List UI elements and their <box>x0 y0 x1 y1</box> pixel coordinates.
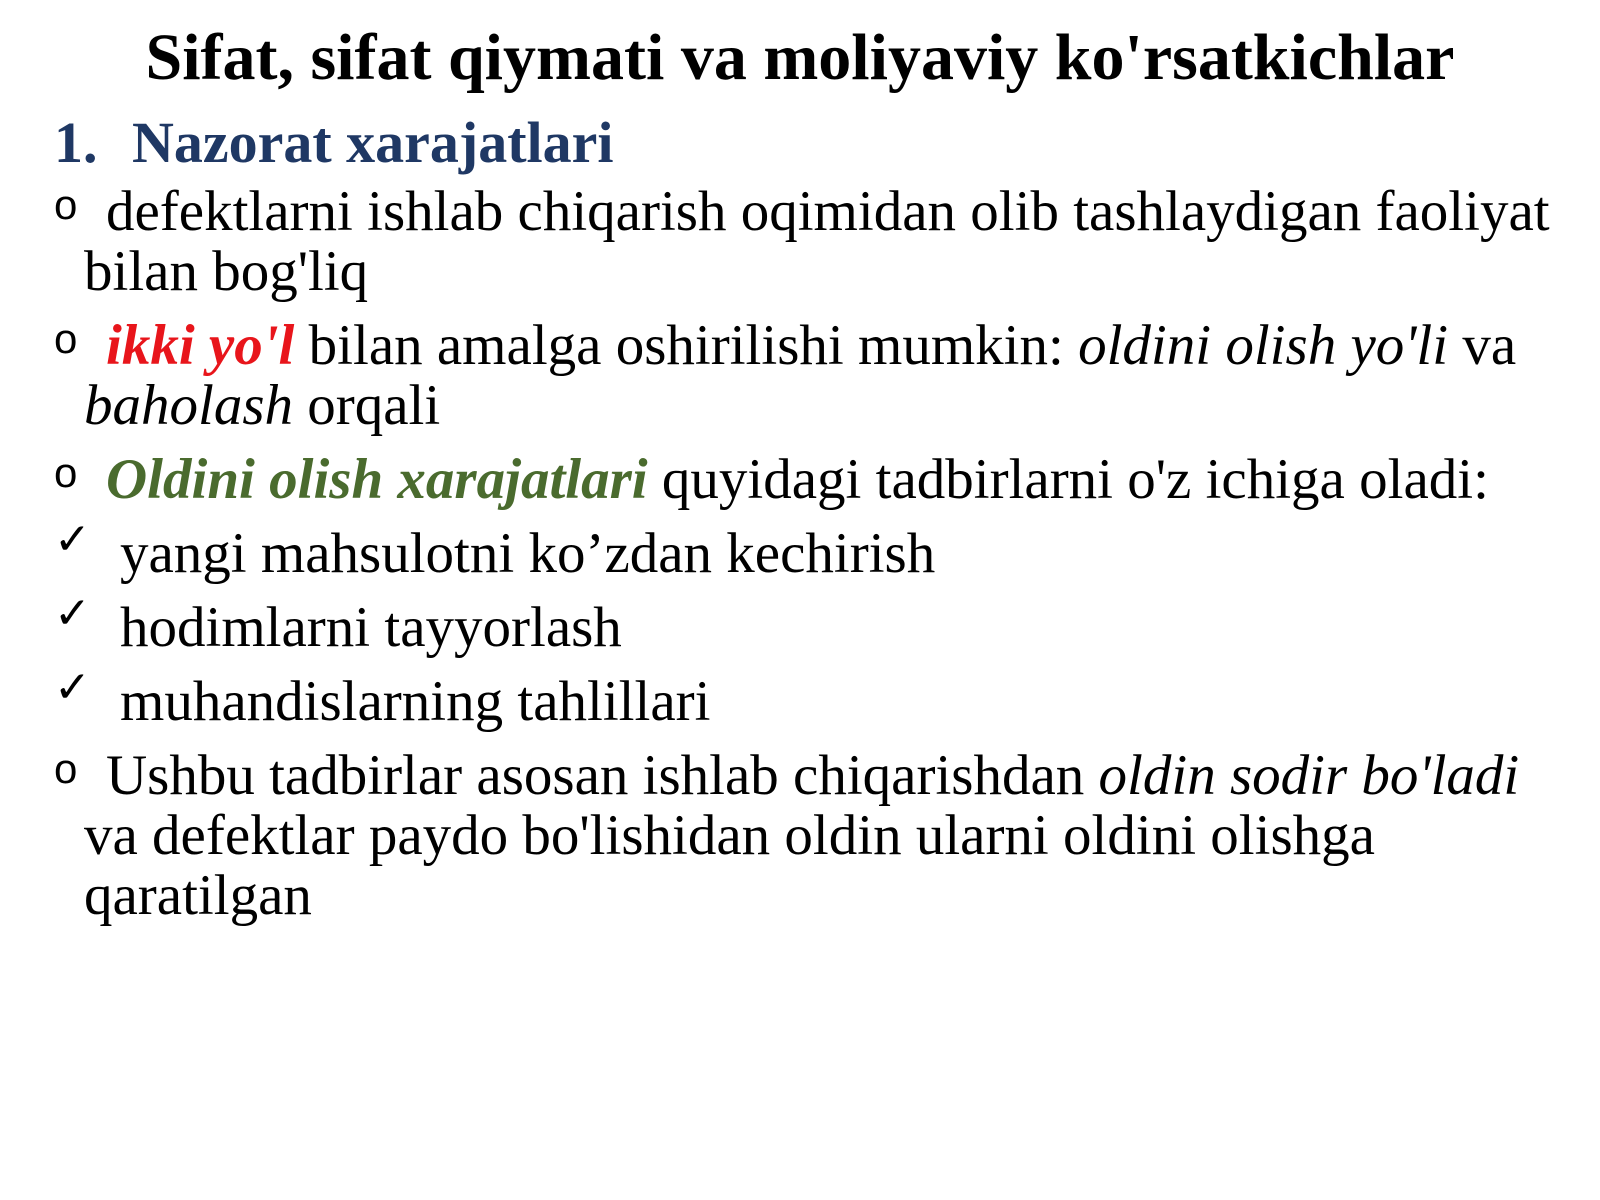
circle-bullet-icon: o <box>54 315 78 362</box>
bullet-4-italic: oldin sodir bo'ladi <box>1098 744 1520 807</box>
checkmark-icon: ✓ <box>54 662 91 713</box>
circle-bullet-icon: o <box>54 449 78 496</box>
bullet-2-text-1: bilan amalga oshirilishi mumkin: <box>294 314 1079 377</box>
bullet-item-3 <box>54 450 1554 510</box>
bullet-3-text: quyidagi tadbirlarni o'z ichiga oladi: <box>647 448 1489 511</box>
bullet-item-1 <box>54 182 1554 302</box>
checkmark-icon: ✓ <box>54 588 91 639</box>
check-item-1 <box>54 514 1554 585</box>
bullet-4-text-1: Ushbu tadbirlar asosan ishlab chiqarishdan <box>106 744 1099 807</box>
bullet-2-italic-1: oldini olish yo'li <box>1078 314 1449 377</box>
check-item-text: yangi mahsulotni ko’zdan kechirish <box>120 522 936 585</box>
bullet-2-emphasis: ikki yo'l <box>106 314 295 377</box>
check-item-3 <box>54 662 1554 733</box>
checkmark-icon: ✓ <box>54 514 91 565</box>
bullet-list <box>54 182 1554 926</box>
bullet-item-2 <box>54 316 1554 436</box>
bullet-3-emphasis: Oldini olish xarajatlari <box>106 448 648 511</box>
circle-bullet-icon: o <box>54 745 78 792</box>
slide-title: Sifat, sifat qiymati va moliyaviy ko'rsatkichlar <box>145 21 1455 94</box>
bullet-item-4 <box>54 746 1554 926</box>
bullet-2-text-2: va <box>1448 314 1517 377</box>
check-item-2 <box>54 588 1554 659</box>
bullet-2-italic-2: baholash <box>84 374 294 437</box>
section-heading <box>54 108 614 178</box>
section-heading-text: Nazorat xarajatlari <box>132 110 614 175</box>
bullet-2-text-3: orqali <box>293 374 441 437</box>
bullet-1-text: defektlarni ishlab chiqarish oqimidan olib tashlaydigan faoliyat bilan bog'liq <box>84 180 1550 303</box>
circle-bullet-icon: o <box>54 181 78 228</box>
bullet-4-text-2: va defektlar paydo bo'lishidan oldin ularni oldini olishga qaratilgan <box>84 804 1375 927</box>
check-item-text: muhandislarning tahlillari <box>120 670 711 733</box>
section-number: 1. <box>54 110 98 175</box>
check-item-text: hodimlarni tayyorlash <box>120 596 622 659</box>
